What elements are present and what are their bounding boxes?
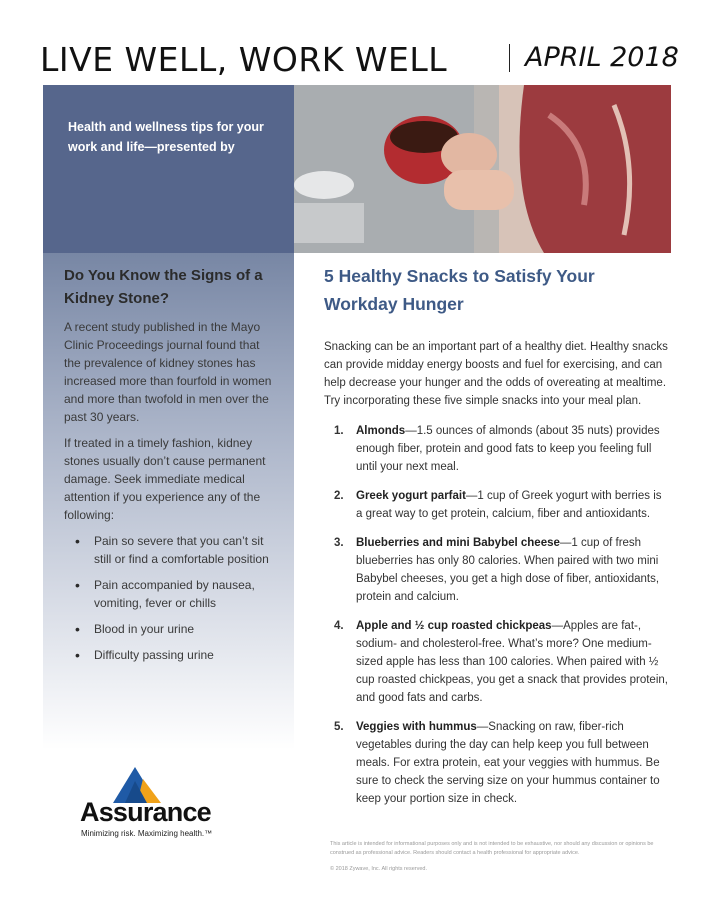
symptom-item: • Pain accompanied by nausea, vomiting, fever or chills bbox=[64, 576, 278, 612]
symptom-list bbox=[64, 532, 278, 664]
sidebar-title: Do You Know the Signs of a Kidney Stone? bbox=[64, 267, 263, 307]
snack-item bbox=[324, 422, 669, 476]
sidebar-paragraph: A recent study published in the Mayo Clinic Proceedings journal found that the prevalence of kidney stones has increased more than fourfold in women and more than twofold in men over the past 30 years. bbox=[64, 320, 272, 424]
snack-item bbox=[324, 487, 669, 523]
newsletter-title: LIVE WELL, WORK WELL bbox=[40, 40, 448, 79]
banner-panel bbox=[43, 85, 294, 253]
snack-list bbox=[324, 422, 669, 808]
symptom-item: • Pain so severe that you can’t sit still or find a comfortable position bbox=[64, 532, 278, 568]
snack-name: Blueberries and mini Babybel cheese bbox=[356, 537, 560, 549]
logo-tagline: Minimizing risk. Maximizing health.™ bbox=[81, 829, 213, 838]
banner-tagline: Health and wellness tips for your work and life—presented by bbox=[68, 120, 264, 154]
sidebar-paragraph: If treated in a timely fashion, kidney stones usually don’t cause permanent damage. Seek immediate medical attention if you experience any of the following: bbox=[64, 436, 266, 522]
snack-number: 3. bbox=[334, 537, 344, 549]
coffee-photo bbox=[294, 85, 671, 253]
kidney-stone-sidebar bbox=[64, 264, 278, 672]
logo-wordmark: Assurance bbox=[80, 797, 211, 827]
snack-name: Greek yogurt parfait bbox=[356, 490, 466, 502]
snack-description: —1 cup of fresh blueberries has only 80 calories. When paired with two mini Babybel cheeses, you get a high dose of fiber, antioxidants, protein and calcium. bbox=[356, 537, 660, 603]
snack-description: —1.5 ounces of almonds (about 35 nuts) provides enough fiber, protein and good fats to keep you feeling full until your next meal. bbox=[356, 425, 660, 473]
snack-item bbox=[324, 617, 669, 707]
snack-description: —Snacking on raw, fiber-rich vegetables during the day can help keep you full between meals. For extra protein, eat your veggies with hummus. Be sure to check the serving size on your hummus container to keep your portion size in check. bbox=[356, 721, 660, 805]
newsletter-header bbox=[40, 30, 680, 80]
coffee-photo-illustration bbox=[294, 85, 671, 253]
snack-item bbox=[324, 718, 669, 808]
symptom-item: • Difficulty passing urine bbox=[64, 646, 278, 664]
snack-name: Apple and ½ cup roasted chickpeas bbox=[356, 620, 552, 632]
snack-number: 2. bbox=[334, 490, 344, 502]
disclaimer-text: This article is intended for informational purposes only and is not intended to be exhaustive, nor should any discussion or opinions be construed as professional advice. Readers should contact a health professional for appropriate advice. bbox=[330, 841, 654, 856]
snack-number: 5. bbox=[334, 721, 344, 733]
snack-name: Almonds bbox=[356, 425, 406, 437]
snack-item bbox=[324, 534, 669, 606]
assurance-logo bbox=[80, 767, 240, 837]
article-title: 5 Healthy Snacks to Satisfy Your Workday Hunger bbox=[324, 266, 595, 314]
snack-description: —1 cup of Greek yogurt with berries is a great way to get protein, calcium, fiber and antioxidants. bbox=[356, 490, 662, 520]
title-divider bbox=[509, 44, 510, 72]
snacks-article bbox=[324, 262, 669, 819]
snack-description: —Apples are fat-, sodium- and cholesterol-free. What’s more? One medium-sized apple has less than 100 calories. When paired with ½ cup roasted chickpeas, you get a snack that provides protein, and good fats and carbs. bbox=[356, 620, 668, 704]
snack-number: 4. bbox=[334, 620, 344, 632]
copyright-text: © 2018 Zywave, Inc. All rights reserved. bbox=[330, 866, 427, 872]
issue-date: APRIL 2018 bbox=[525, 42, 679, 73]
snack-name: Veggies with hummus bbox=[356, 721, 477, 733]
symptom-item: • Blood in your urine bbox=[64, 620, 278, 638]
article-intro: Snacking can be an important part of a healthy diet. Healthy snacks can provide midday energy boosts and fuel for exercising, and can help decrease your hunger and the odds of overeating at mealtime. Try incorporating these five simple snacks into your meal plan. bbox=[324, 341, 668, 407]
snack-number: 1. bbox=[334, 425, 344, 437]
